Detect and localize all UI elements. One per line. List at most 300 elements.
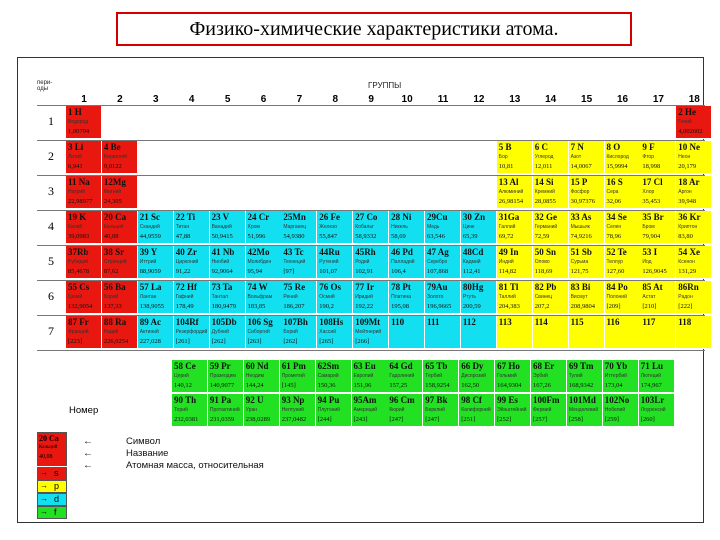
element-symbol: 77 Ir [355, 282, 374, 292]
element-name: Нептуний [281, 407, 304, 413]
element-name: Стронций [103, 259, 127, 265]
element-mass: 226,0254 [103, 338, 129, 345]
element-symbol: 54 Xe [678, 247, 701, 257]
element-mass: 65,39 [462, 233, 478, 240]
element-symbol: 117 [642, 317, 656, 327]
lanthanide-cell [603, 360, 639, 393]
element-cell [461, 281, 497, 314]
element-symbol: 34 Se [606, 212, 627, 222]
element-mass: [223] [68, 338, 83, 345]
legend-number-label: Номер [69, 405, 99, 416]
element-symbol: 86Rn [678, 282, 699, 292]
element-cell [281, 246, 317, 279]
element-symbol: 36 Kr [678, 212, 701, 222]
element-name: Гафний [175, 294, 194, 300]
element-symbol: 5 B [498, 142, 512, 152]
element-name: Цинк [462, 224, 475, 230]
element-cell [640, 246, 676, 279]
element-symbol: 101Md [568, 395, 596, 405]
element-name: Фермий [533, 407, 552, 413]
element-cell [425, 316, 461, 349]
element-cell [102, 211, 138, 244]
element-symbol: 48Cd [462, 247, 484, 257]
element-cell [605, 176, 641, 209]
element-symbol: 79Au [427, 282, 448, 292]
element-symbol: 70 Yb [604, 361, 628, 371]
element-symbol: 27 Co [355, 212, 378, 222]
element-mass: 1,00794 [68, 128, 90, 135]
element-cell [676, 281, 712, 314]
element-name: Платина [391, 294, 411, 300]
element-name: Селен [606, 224, 622, 230]
element-symbol: 93 Np [281, 395, 305, 405]
element-mass: [97] [283, 268, 295, 275]
element-name: Фосфор [570, 189, 590, 195]
element-mass: 167,26 [533, 382, 551, 389]
element-symbol: 2 He [678, 107, 697, 117]
block-p-swatch [37, 480, 67, 493]
element-symbol: 10 Ne [678, 142, 701, 152]
element-cell [281, 211, 317, 244]
lanthanide-cell [316, 360, 352, 393]
element-symbol: 83 Bi [570, 282, 591, 292]
actinide-cell [172, 394, 208, 427]
element-mass: 137,33 [103, 303, 122, 310]
element-symbol: 61 Pm [281, 361, 306, 371]
element-symbol: 47 Ag [427, 247, 449, 257]
element-mass: 15,9994 [606, 163, 628, 170]
element-symbol: 106 Sg [247, 317, 273, 327]
element-symbol: 33 As [570, 212, 592, 222]
element-symbol: 75 Re [283, 282, 306, 292]
group-number: 11 [437, 94, 449, 105]
group-number: 16 [616, 94, 629, 105]
element-symbol: 16 S [606, 177, 623, 187]
element-name: Серебро [427, 259, 448, 265]
element-cell [605, 316, 641, 349]
element-cell [138, 211, 174, 244]
element-symbol: 30 Zn [462, 212, 486, 222]
element-symbol: 50 Sn [534, 247, 556, 257]
group-number: 15 [581, 94, 593, 105]
element-symbol: 69 Tm [568, 361, 594, 371]
element-symbol: 53 I [642, 247, 658, 257]
element-mass: 178,49 [175, 303, 194, 310]
element-name: Свинец [534, 294, 553, 300]
actinide-cell [459, 394, 495, 427]
element-symbol: 17 Cl [642, 177, 663, 187]
actinide-cell [244, 394, 280, 427]
element-symbol: 49 In [498, 247, 519, 257]
element-name: Америций [353, 407, 378, 413]
element-symbol: 78 Pt [391, 282, 411, 292]
element-mass: [244] [317, 416, 332, 423]
element-cell [317, 316, 353, 349]
element-name: Прометий [281, 373, 305, 379]
element-name: Менделевий [568, 407, 599, 413]
element-symbol: 15 P [570, 177, 588, 187]
element-symbol: 65 Tb [425, 361, 448, 371]
element-mass: 91,22 [175, 268, 191, 275]
block-f-swatch [37, 506, 67, 519]
arrow-right-icon: → [40, 494, 48, 503]
element-name: Титан [175, 224, 190, 230]
period-number: 2 [48, 149, 54, 163]
element-symbol: 4 Be [103, 142, 121, 152]
element-mass: 58,69 [391, 233, 406, 240]
element-name: Кремний [534, 189, 555, 195]
element-name: Водород [68, 119, 89, 125]
element-mass: 47,88 [175, 233, 191, 240]
element-cell [640, 281, 676, 314]
element-mass: 87,62 [103, 268, 119, 275]
element-mass: 6,941 [68, 163, 83, 170]
element-symbol: 63 Eu [353, 361, 376, 371]
element-mass: [261] [175, 338, 190, 345]
element-cell [533, 176, 569, 209]
element-cell [497, 176, 533, 209]
element-cell [461, 211, 497, 244]
element-name: Иттрий [139, 259, 157, 265]
element-name: Сера [606, 189, 619, 195]
element-cell [605, 211, 641, 244]
element-name: Натрий [68, 189, 85, 195]
element-name: Радон [678, 294, 693, 300]
element-symbol: 39 Y [139, 247, 158, 257]
element-mass: 39,0983 [68, 233, 90, 240]
element-symbol: 115 [570, 317, 584, 327]
element-cell [569, 281, 605, 314]
element-name: Торий [174, 407, 188, 413]
element-name: Сиборгий [247, 329, 270, 335]
element-name: Углерод [534, 154, 554, 160]
block-label: p [54, 481, 60, 491]
element-symbol: 42Mo [247, 247, 270, 257]
element-mass: 131,29 [678, 268, 697, 275]
element-mass: 232,0381 [174, 416, 199, 423]
element-name: Ниобий [211, 259, 230, 265]
element-mass: 207,2 [534, 303, 550, 310]
element-symbol: 99 Es [497, 395, 518, 405]
lanthanide-cell [352, 360, 388, 393]
element-mass: 85,4678 [68, 268, 90, 275]
element-mass: 231,0359 [209, 416, 235, 423]
element-mass: 24,305 [103, 198, 122, 205]
element-symbol: 96 Cm [389, 395, 415, 405]
element-mass: 69,72 [498, 233, 514, 240]
element-symbol: 32 Ge [534, 212, 557, 222]
element-mass: 44,9559 [139, 233, 161, 240]
element-mass: 28,0855 [534, 198, 556, 205]
element-name: Вольфрам [247, 294, 273, 300]
element-name: Алюминий [498, 189, 524, 195]
element-cell [66, 176, 102, 209]
element-mass: [262] [283, 338, 298, 345]
element-mass: 63,546 [427, 233, 445, 240]
lanthanide-cell [567, 360, 603, 393]
element-name: Гольмий [497, 373, 517, 379]
element-symbol: 87 Fr [68, 317, 89, 327]
legend-mass-text: Атомная масса, относительная [126, 460, 264, 471]
element-symbol: 6 C [534, 142, 548, 152]
element-mass: 227,028 [139, 338, 161, 345]
element-name: Кобальт [355, 224, 374, 230]
element-name: Магний [103, 189, 122, 195]
element-mass: 127,60 [606, 268, 625, 275]
element-mass: 12,011 [534, 163, 553, 170]
element-cell [425, 211, 461, 244]
arrow-right-icon: → [40, 481, 48, 490]
element-name: Тантал [211, 294, 228, 300]
element-name: Азот [570, 154, 582, 160]
element-mass: 102,91 [355, 268, 374, 275]
element-cell [174, 316, 210, 349]
element-name: Марганец [283, 224, 307, 230]
actinide-cell [639, 394, 675, 427]
element-mass: 195,08 [391, 303, 409, 310]
element-name: Галлий [498, 224, 516, 230]
element-symbol: 114 [534, 317, 548, 327]
element-symbol: 62Sm [317, 361, 340, 371]
element-name: Хром [247, 224, 260, 230]
element-name: Кадмий [462, 259, 481, 265]
element-name: Франций [68, 329, 89, 335]
element-name: Ксенон [678, 259, 695, 265]
element-mass: 79,904 [642, 233, 661, 240]
element-name: Тербий [425, 373, 443, 379]
element-name: Гелий [678, 119, 692, 125]
group-number: 13 [509, 94, 521, 105]
element-symbol: 109Mt [355, 317, 381, 327]
lanthanide-cell [208, 360, 244, 393]
element-symbol: 73 Ta [211, 282, 233, 292]
element-cell [138, 281, 174, 314]
element-cell [317, 281, 353, 314]
element-cell [317, 211, 353, 244]
actinide-cell [280, 394, 316, 427]
element-mass: 140,12 [174, 382, 192, 389]
actinide-cell [531, 394, 567, 427]
element-cell [461, 316, 497, 349]
element-symbol: 97 Bk [425, 395, 448, 405]
element-symbol: 28 Ni [391, 212, 412, 222]
element-mass: 200,59 [462, 303, 481, 310]
lanthanide-cell [531, 360, 567, 393]
element-name: Осмий [319, 294, 335, 300]
lanthanide-cell [495, 360, 531, 393]
element-mass: 22,98977 [68, 198, 93, 205]
element-symbol: 1 H [68, 107, 82, 117]
title-box [116, 12, 632, 46]
element-mass: 157,25 [389, 382, 408, 389]
group-number: 14 [545, 94, 557, 105]
element-cell [102, 246, 138, 279]
group-number: 7 [296, 94, 303, 105]
legend-example-symbol: 20 Ca [39, 434, 59, 443]
element-cell [497, 246, 533, 279]
element-name: Висмут [570, 294, 588, 300]
element-cell [640, 176, 676, 209]
element-name: Барий [103, 294, 119, 300]
element-name: Калий [68, 224, 83, 230]
element-mass: 51,996 [247, 233, 266, 240]
element-mass: 54,9380 [283, 233, 305, 240]
row-divider [37, 105, 705, 106]
element-symbol: 113 [498, 317, 512, 327]
element-name: Гадолиний [389, 373, 415, 379]
element-symbol: 60 Nd [245, 361, 269, 371]
element-name: Актиний [139, 329, 159, 335]
group-number: 9 [368, 94, 374, 105]
element-mass: 162,50 [461, 382, 480, 389]
period-number: 7 [48, 324, 54, 338]
element-symbol: 81 Tl [498, 282, 519, 292]
element-cell [533, 246, 569, 279]
element-name: Лютеций [640, 373, 662, 379]
element-mass: 4,002602 [678, 128, 703, 135]
element-mass: [222] [678, 303, 693, 310]
element-cell [210, 316, 246, 349]
element-cell [138, 316, 174, 349]
period-number: 6 [48, 289, 54, 303]
element-name: Церий [174, 373, 189, 379]
element-symbol: 85 At [642, 282, 663, 292]
element-cell [389, 246, 425, 279]
element-symbol: 23 V [211, 212, 230, 222]
element-symbol: 14 Si [534, 177, 554, 187]
group-number: 12 [473, 94, 485, 105]
element-mass: [210] [642, 303, 657, 310]
element-symbol: 100Fm [533, 395, 560, 405]
element-name: Молибден [247, 259, 272, 265]
element-mass: 237,0482 [281, 416, 307, 423]
element-cell [533, 211, 569, 244]
element-mass: 20,179 [678, 163, 697, 170]
element-name: Полоний [606, 294, 627, 300]
element-name: Эрбий [533, 373, 548, 379]
element-cell [676, 141, 712, 174]
group-number: 3 [153, 94, 159, 105]
element-cell [425, 246, 461, 279]
element-name: Цезий [68, 294, 83, 300]
element-cell [676, 211, 712, 244]
element-mass: 158,9254 [425, 382, 450, 389]
element-symbol: 11 Na [68, 177, 90, 187]
element-name: Бром [642, 224, 655, 230]
element-symbol: 111 [427, 317, 440, 327]
period-number: 5 [48, 254, 54, 268]
element-name: Лоуренсий [640, 407, 666, 413]
period-number: 1 [48, 114, 54, 128]
lanthanide-cell [423, 360, 459, 393]
element-name: Иттербий [604, 373, 627, 379]
group-number: 5 [224, 94, 231, 105]
element-cell [174, 281, 210, 314]
block-label: f [54, 507, 57, 517]
element-cell [102, 141, 138, 174]
element-name: Хассий [319, 329, 336, 335]
group-number: 8 [332, 94, 339, 105]
arrow-right-icon: → [40, 468, 48, 477]
element-cell [66, 141, 102, 174]
element-mass: 174,967 [640, 382, 662, 389]
element-mass: 196,9665 [427, 303, 452, 310]
element-mass: 138,9055 [139, 303, 165, 310]
element-symbol: 52 Te [606, 247, 627, 257]
element-name: Самарий [317, 373, 339, 379]
actinide-cell [603, 394, 639, 427]
element-mass: 35,453 [642, 198, 661, 205]
element-name: Борий [283, 329, 298, 335]
element-symbol: 108Hs [319, 317, 344, 327]
element-symbol: 41 Nb [211, 247, 235, 257]
element-symbol: 9 F [642, 142, 655, 152]
element-symbol: 40 Zr [175, 247, 197, 257]
element-cell [676, 106, 712, 139]
element-mass: 164,9304 [497, 382, 522, 389]
element-name: Железо [319, 224, 338, 230]
element-cell [533, 316, 569, 349]
element-mass: [263] [247, 338, 262, 345]
element-symbol: 103Lr [640, 395, 665, 405]
element-symbol: 57 La [139, 282, 162, 292]
element-symbol: 31Ga [498, 212, 520, 222]
element-name: Иод [642, 259, 652, 265]
element-mass: 168,9342 [568, 382, 594, 389]
element-mass: 74,9216 [570, 233, 592, 240]
element-mass: 78,96 [606, 233, 622, 240]
element-mass: 118,69 [534, 268, 553, 275]
element-mass: 83,80 [678, 233, 693, 240]
element-mass: [247] [389, 416, 404, 423]
page-title: Физико-химические характеристики атома. [189, 17, 559, 40]
element-mass: 144,24 [245, 382, 264, 389]
element-cell [640, 141, 676, 174]
element-symbol: 22 Ti [175, 212, 196, 222]
element-mass: [266] [355, 338, 370, 345]
arrow-left-icon: ← [83, 460, 93, 471]
element-mass: 95,94 [247, 268, 263, 275]
element-cell [317, 246, 353, 279]
arrow-right-icon: → [40, 507, 48, 516]
element-mass: 92,9064 [211, 268, 233, 275]
element-name: Празеодим [209, 373, 236, 379]
element-cell [246, 316, 282, 349]
element-mass: 183,85 [247, 303, 266, 310]
element-mass: 14,0067 [570, 163, 592, 170]
element-name: Резерфордий [175, 329, 208, 335]
element-name: Золото [427, 294, 444, 300]
element-mass: 114,82 [498, 268, 517, 275]
element-symbol: 51 Sb [570, 247, 592, 257]
group-number: 10 [401, 94, 413, 105]
element-cell [497, 281, 533, 314]
element-cell [246, 281, 282, 314]
actinide-cell [495, 394, 531, 427]
element-mass: [145] [281, 382, 296, 389]
element-name: Никель [391, 224, 408, 230]
element-name: Рутений [319, 259, 339, 265]
element-cell [353, 316, 389, 349]
group-number: 6 [260, 94, 267, 105]
element-name: Родий [355, 259, 370, 265]
element-cell [605, 246, 641, 279]
element-name: Радий [103, 329, 119, 335]
element-name: Европий [353, 373, 374, 379]
element-cell [102, 281, 138, 314]
element-symbol: 45Rh [355, 247, 376, 257]
element-name: Бор [498, 154, 508, 160]
